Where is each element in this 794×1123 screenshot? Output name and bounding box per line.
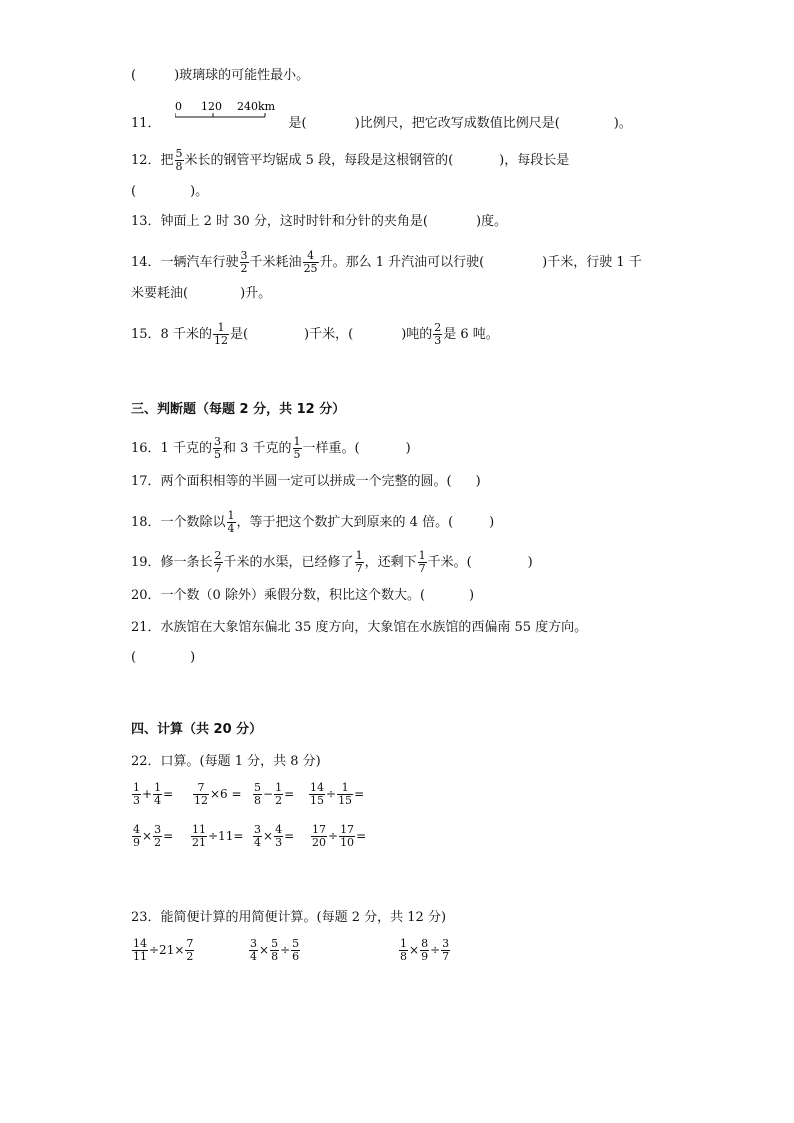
q13: 13．钟面上 2 时 30 分，这时时针和分针的夹角是( )度。 — [131, 214, 508, 229]
frac-4-25: $\frac{4}{25}$ — [303, 249, 318, 275]
scale-label-0: 0 — [175, 100, 182, 113]
q23-title: 23．能简便计算的用简便计算。(每题 2 分，共 12 分) — [131, 910, 447, 925]
q10-tail: ( )玻璃球的可能性最小。 — [131, 68, 310, 83]
calc22-e2: $\frac{7}{12}$ ×6 = — [194, 781, 242, 807]
calc22-e5: $\frac{4}{9}$ × $\frac{3}{2}$ = — [133, 823, 174, 849]
scale-label-120: 120 — [201, 100, 222, 113]
q12: 12．把 $\frac{5}{8}$ 米长的钢管平均锯成 5 段，每段是这根钢管的( )，每段长是 — [131, 147, 570, 173]
frac-3-2: $\frac{3}{2}$ — [240, 249, 248, 275]
frac-1-4: $\frac{1}{4}$ — [227, 509, 235, 535]
q21: 21．水族馆在大象馆东偏北 35 度方向，大象馆在水族馆的西偏南 55 度方向。 — [131, 620, 588, 635]
section4-title: 四、计算（共 20 分） — [131, 722, 263, 737]
q11: 11． 是( )比例尺，把它改写成数值比例尺是( )。 — [131, 116, 632, 131]
q12-line2: ( )。 — [131, 184, 209, 199]
calc23-e1: $\frac{14}{11}$ ÷21× $\frac{7}{2}$ — [133, 937, 194, 963]
calc23-e3: $\frac{1}{8}$ × $\frac{8}{9}$ ÷ $\frac{3}{7}$ — [400, 937, 450, 963]
q15: 15．8 千米的 $\frac{1}{12}$ 是( )千米，( )吨的 $\frac{2}{3}$ 是 6 吨。 — [131, 321, 499, 347]
q22-title: 22．口算。(每题 1 分，共 8 分) — [131, 754, 321, 769]
frac-1-7-a: $\frac{1}{7}$ — [355, 549, 363, 575]
calc22-e4: $\frac{14}{15}$ ÷ $\frac{1}{15}$ = — [310, 781, 365, 807]
q14-line2: 米要耗油( )升。 — [131, 286, 272, 301]
q20: 20．一个数（0 除外）乘假分数，积比这个数大。( ) — [131, 588, 475, 603]
frac-1-5: $\frac{1}{5}$ — [293, 435, 301, 461]
calc22-e1: $\frac{1}{3}$ + $\frac{1}{4}$ = — [133, 781, 174, 807]
q19: 19．修一条长 $\frac{2}{7}$ 千米的水渠，已经修了 $\frac{1}{7}$ ，还剩下 $\frac{1}{7}$ 千米。( ) — [131, 549, 533, 575]
q18: 18．一个数除以 $\frac{1}{4}$ ，等于把这个数扩大到原来的 4 倍。( ) — [131, 509, 495, 535]
frac-2-3: $\frac{2}{3}$ — [434, 321, 442, 347]
q16: 16．1 千克的 $\frac{3}{5}$ 和 3 千克的 $\frac{1}{5}$ 一样重。( ) — [131, 435, 411, 461]
calc22-e6: $\frac{11}{21}$ ÷11= — [192, 823, 244, 849]
calc22-e3: $\frac{5}{8}$ − $\frac{1}{2}$ = — [254, 781, 295, 807]
calc22-e7: $\frac{3}{4}$ × $\frac{4}{3}$ = — [254, 823, 295, 849]
section3-title: 三、判断题（每题 2 分，共 12 分） — [131, 402, 346, 417]
frac-5-8: $\frac{5}{8}$ — [175, 147, 183, 173]
frac-1-7-b: $\frac{1}{7}$ — [418, 549, 426, 575]
q21-line2: ( ) — [131, 650, 196, 665]
calc23-e2: $\frac{3}{4}$ × $\frac{5}{8}$ ÷ $\frac{5}{6}$ — [250, 937, 300, 963]
frac-1-12: $\frac{1}{12}$ — [213, 321, 228, 347]
calc22-e8: $\frac{17}{20}$ ÷ $\frac{17}{10}$ = — [312, 823, 367, 849]
frac-3-5: $\frac{3}{5}$ — [213, 435, 221, 461]
q14: 14．一辆汽车行驶 $\frac{3}{2}$ 千米耗油 $\frac{4}{25}$ 升。那么 1 升汽油可以行驶( )千米，行驶 1 千 — [131, 249, 642, 275]
q17: 17．两个面积相等的半圆一定可以拼成一个完整的圆。( ) — [131, 474, 481, 489]
frac-2-7: $\frac{2}{7}$ — [214, 549, 222, 575]
scale-label-240: 240km — [237, 100, 275, 113]
